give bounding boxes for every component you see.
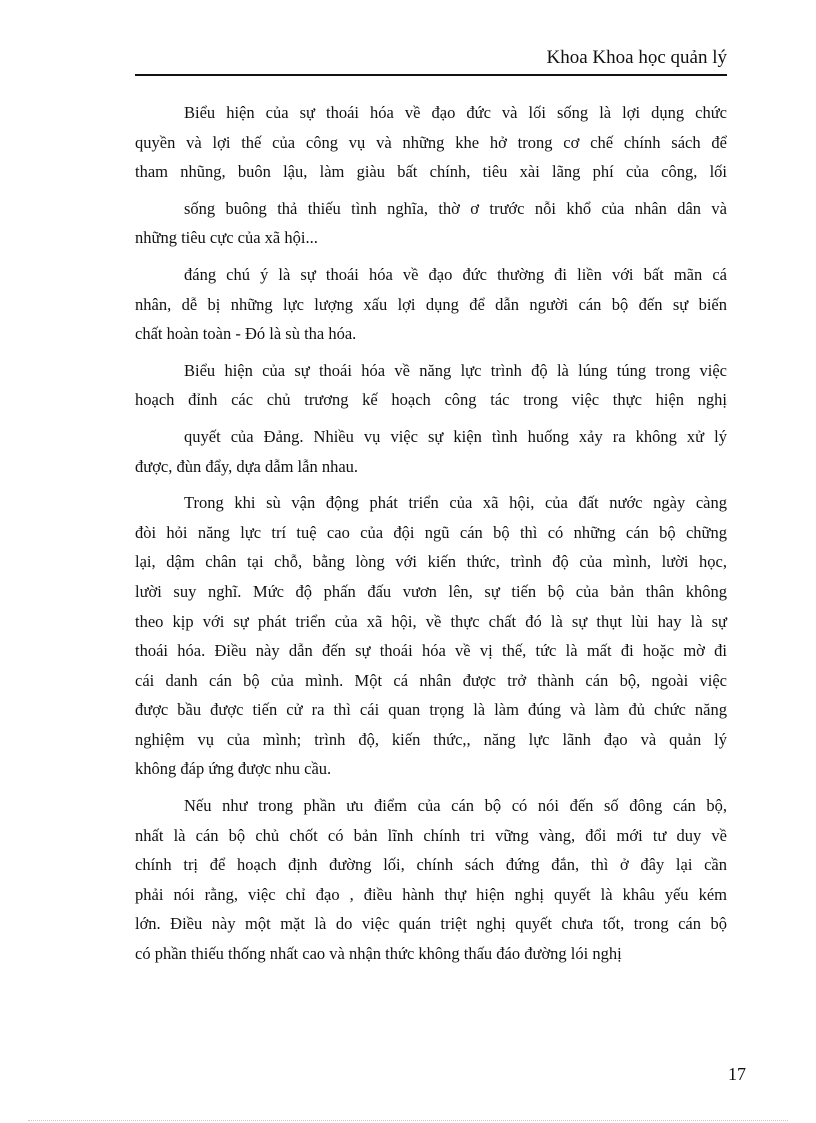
text-line: lớn. Điều này một mặt là do việc quán triệt nghị quyết chưa tốt, trong cán bộ [135, 914, 727, 934]
paragraph [135, 260, 727, 349]
text-line: phải nói rằng, việc chỉ đạo , điều hành thự hiện nghị quyết là khâu yếu kém [135, 884, 727, 904]
text-line: quyền và lợi thế của công vụ và những khe hở trong cơ chế chính sách để [135, 132, 727, 152]
text-line: quyết của Đảng. Nhiều vụ việc sự kiện tình huống xảy ra không xử lý [184, 426, 727, 446]
text-line: thoái hóa. Điều này dẫn đến sự thoái hóa về vị thế, tức là mất đi hoặc mờ đi [135, 641, 727, 661]
text-line: được bầu được tiến cử ra thì cái quan trọng là làm đúng và làm đủ chức năng [135, 700, 727, 720]
paragraph [135, 194, 727, 253]
paragraph [135, 791, 727, 969]
paragraph [135, 422, 727, 481]
text-line: nhân, dễ bị những lực lượng xấu lợi dụng để dẫn người cán bộ đến sự biến [135, 294, 727, 314]
text-line: hoạch đỉnh các chủ trương kế hoạch công tác trong việc thực hiện nghị [135, 390, 727, 410]
text-line: có phần thiếu thống nhất cao và nhận thức không thấu đáo đường lói nghị [135, 944, 622, 964]
text-line: sống buông thả thiếu tình nghĩa, thờ ơ trước nỗi khổ của nhân dân và [184, 198, 727, 218]
body-text [135, 98, 727, 969]
text-line: Trong khi sù vận động phát triển của xã hội, của đất nước ngày càng [184, 493, 727, 513]
text-line: nhất là cán bộ chủ chốt có bản lĩnh chính tri vững vàng, đổi mới tư duy về [135, 825, 727, 845]
page-header-title: Khoa Khoa học quản lý [546, 47, 727, 68]
text-line: Nếu như trong phần ưu điểm của cán bộ có nói đến số đông cán bộ, [184, 796, 727, 816]
text-line: những tiêu cực của xã hội... [135, 228, 318, 248]
text-line: Biểu hiện của sự thoái hóa về năng lực trình độ là lúng túng trong việc [184, 360, 727, 380]
text-line: lại, dậm chân tại chỗ, bằng lòng với kiến thức, trình độ của mình, lười học, [135, 552, 727, 572]
paragraph [135, 488, 727, 784]
paragraph [135, 98, 727, 187]
text-line: lười suy nghĩ. Mức độ phấn đấu vươn lên, sự tiến bộ của bản thân không [135, 581, 727, 601]
text-line: tham nhũng, buôn lậu, làm giàu bất chính, tiêu xài lãng phí của công, lối [135, 162, 727, 182]
page-number: 17 [728, 1064, 746, 1084]
text-line: theo kịp với sự phát triển của xã hội, về thực chất đó là sự thụt lùi hay là sự [135, 611, 727, 631]
text-line: chất hoàn toàn - Đó là sù tha hóa. [135, 324, 357, 344]
text-line: Biểu hiện của sự thoái hóa về đạo đức và lối sống là lợi dụng chức [184, 103, 727, 122]
text-line: không đáp ứng được nhu cầu. [135, 759, 332, 779]
text-line: đáng chú ý là sự thoái hóa về đạo đức thường đi liền với bất mãn cá [184, 264, 727, 284]
paragraph [135, 356, 727, 415]
header-rule [135, 74, 727, 76]
footer-rule [28, 1120, 788, 1121]
text-line: nghiệm vụ của mình; trình độ, kiến thức,, năng lực lãnh đạo và quản lý [135, 729, 727, 749]
text-line: được, đùn đẩy, dựa dẫm lẫn nhau. [135, 456, 359, 476]
text-line: chính trị để hoạch định đường lối, chính sách đứng đắn, thì ở đây lại cần [135, 855, 727, 875]
text-line: đòi hỏi năng lực trí tuệ cao của đội ngũ cán bộ thì có những cán bộ chững [135, 522, 727, 542]
text-line: cái danh cán bộ của mình. Một cá nhân được trở thành cán bộ, ngoài việc [135, 670, 727, 690]
